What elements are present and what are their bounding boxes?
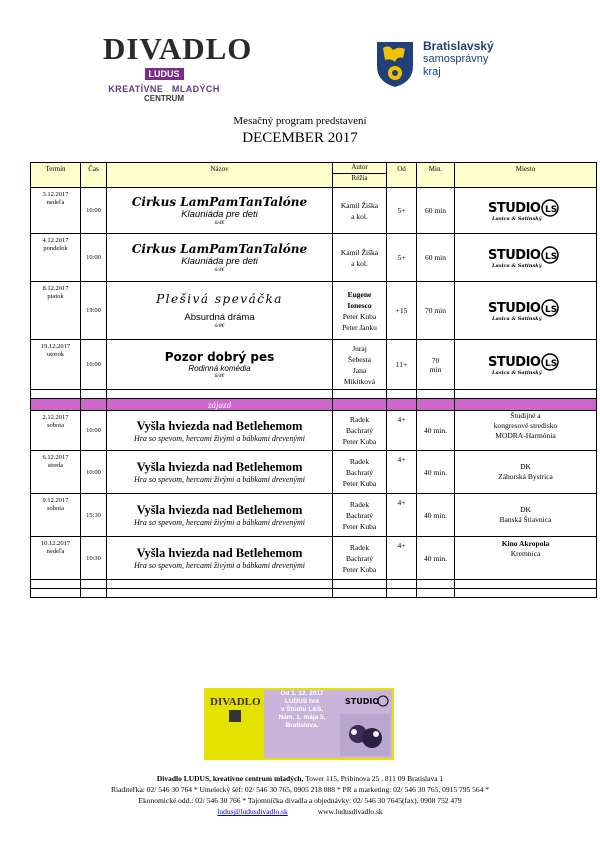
cell-date: 2.12.2017 sobota bbox=[31, 411, 81, 451]
svg-text:STUDIO: STUDIO bbox=[345, 697, 380, 706]
web-link[interactable]: www.ludusdivadlo.sk bbox=[317, 807, 383, 816]
program-table bbox=[30, 162, 597, 598]
cell-date: 6.12.2017 streda bbox=[31, 451, 81, 494]
cell-title bbox=[107, 494, 333, 537]
cell-age: 11+ bbox=[387, 340, 417, 390]
zajazd-label: zájazd bbox=[107, 399, 333, 411]
svg-text:LS: LS bbox=[544, 304, 557, 315]
banner-panel bbox=[264, 690, 392, 758]
show-genre: Klauniáda pre deti bbox=[181, 209, 258, 220]
cell-title bbox=[107, 340, 333, 390]
show-title: Pozor dobrý pes bbox=[164, 350, 275, 364]
show-price: 6/8€ bbox=[214, 323, 225, 329]
cell-date: 9.12.2017 sobota bbox=[31, 494, 81, 537]
show-genre: Hra so spevom, hercami živými a bábkami drevenými bbox=[134, 518, 305, 527]
header-od: Od bbox=[387, 163, 417, 188]
show-price: 6/4€ bbox=[214, 220, 225, 226]
table-row bbox=[31, 494, 597, 537]
cell-length: 60 min bbox=[417, 234, 455, 282]
bsk-line1: Bratislavský bbox=[423, 39, 494, 53]
cell-author: Juraj Šebesta Jana Mikitková bbox=[333, 340, 387, 390]
svg-text:Lasica & Satinský: Lasica & Satinský bbox=[491, 315, 542, 321]
cell-length: 40 min. bbox=[417, 537, 455, 580]
page-subtitle: Mesačný program predstavení bbox=[233, 115, 367, 127]
header-miesto: Miesto bbox=[455, 163, 597, 188]
show-title: Cirkus LamPamTanTalóne bbox=[131, 195, 308, 209]
studio-ls-logo bbox=[486, 199, 566, 221]
cell-venue: DK Záhorská Bystrica bbox=[455, 451, 597, 494]
spacer-row bbox=[31, 580, 597, 589]
cell-title bbox=[107, 188, 333, 234]
studio-ls-logo bbox=[486, 246, 566, 268]
cell-length: 70 min bbox=[417, 282, 455, 340]
show-price: 6/4€ bbox=[214, 373, 225, 379]
cell-time: 10:00 bbox=[81, 451, 107, 494]
cell-author: Radek Bachratý Peter Kuba bbox=[333, 451, 387, 494]
bsk-logo bbox=[375, 40, 535, 90]
cell-date: 19.12.2017 utorok bbox=[31, 340, 81, 390]
cell-length: 40 min. bbox=[417, 411, 455, 451]
cell-time: 10:00 bbox=[81, 340, 107, 390]
cell-age: 4+ bbox=[387, 494, 417, 537]
table-row bbox=[31, 537, 597, 580]
promo-banner bbox=[204, 688, 394, 760]
table-header-row bbox=[31, 163, 597, 188]
show-genre: Rodinná komédia bbox=[188, 364, 251, 373]
show-genre: Absurdná dráma bbox=[184, 312, 255, 323]
cell-venue bbox=[455, 188, 597, 234]
show-title: Plešivá speváčka bbox=[156, 292, 283, 306]
cell-author: Radek Bachratý Peter Kuba bbox=[333, 494, 387, 537]
show-genre: Hra so spevom, hercami živými a bábkami drevenými bbox=[134, 475, 305, 484]
header-cas: Čas bbox=[81, 163, 107, 188]
header-termin: Termín bbox=[31, 163, 81, 188]
bsk-line3: kraj bbox=[423, 66, 441, 78]
svg-text:Lasica & Satinský: Lasica & Satinský bbox=[491, 262, 542, 268]
logo-ludus: LUDUS bbox=[145, 68, 184, 80]
cell-date: 3.12.2017 nedeľa bbox=[31, 188, 81, 234]
show-title: Vyšla hviezda nad Betlehemom bbox=[136, 503, 303, 517]
cell-date: 10.12.2017 nedeľa bbox=[31, 537, 81, 580]
cell-time: 19:00 bbox=[81, 282, 107, 340]
studio-ls-logo bbox=[486, 299, 566, 321]
show-title: Vyšla hviezda nad Betlehemom bbox=[136, 460, 303, 474]
cell-author: Eugene Ionesco Peter Kuba Peter Janku bbox=[333, 282, 387, 340]
table-row bbox=[31, 340, 597, 390]
svg-text:STUDIO: STUDIO bbox=[487, 300, 540, 316]
table-row bbox=[31, 282, 597, 340]
banner-logo: DIVADLO bbox=[210, 696, 260, 724]
footer-phones-2: Ekonomické odd.: 02/ 546 30 766 * Tajomníčka divadla a objednávky: 02/ 546 30 7645(fax), 0908 752 479 bbox=[138, 796, 462, 805]
table-row bbox=[31, 188, 597, 234]
show-genre: Klauniáda pre deti bbox=[181, 256, 258, 267]
bsk-line2: samosprávny bbox=[423, 53, 489, 65]
svg-text:STUDIO: STUDIO bbox=[487, 247, 540, 263]
cell-venue bbox=[455, 340, 597, 390]
cell-time: 10:00 bbox=[81, 411, 107, 451]
header-nazov: Názov bbox=[107, 163, 333, 188]
studio-ls-logo bbox=[486, 353, 566, 375]
svg-text:Lasica & Satinský: Lasica & Satinský bbox=[491, 215, 542, 221]
cell-length: 70 min bbox=[417, 340, 455, 390]
cell-author: Kamil Žiška a kol. bbox=[333, 188, 387, 234]
cell-time: 15:30 bbox=[81, 494, 107, 537]
footer-address: Divadlo LUDUS, kreatívne centrum mladých, Tower 115, Pribinova 25 , 811 09 Bratislava 1 bbox=[156, 774, 444, 783]
banner-text: Od 1. 12. 2017 LUDUS hrá v Štúdiu L&S, Nám. 1. mája 5, Bratislava. bbox=[278, 690, 326, 729]
cell-venue: Kino Akropola Kremnica bbox=[455, 537, 597, 580]
page-title: DECEMBER 2017 bbox=[242, 130, 358, 146]
cell-length: 40 min. bbox=[417, 451, 455, 494]
cell-title bbox=[107, 411, 333, 451]
svg-text:Lasica & Satinský: Lasica & Satinský bbox=[491, 369, 542, 375]
cell-title bbox=[107, 282, 333, 340]
footer-contacts bbox=[0, 806, 600, 817]
cell-title bbox=[107, 451, 333, 494]
cell-time: 10:00 bbox=[81, 188, 107, 234]
cell-venue: DK Banská Štiavnica bbox=[455, 494, 597, 537]
table-row bbox=[31, 411, 597, 451]
cell-title bbox=[107, 537, 333, 580]
cell-author: Radek Bachratý Peter Kuba bbox=[333, 411, 387, 451]
cell-date: 4.12.2017 pondelok bbox=[31, 234, 81, 282]
cell-age: 4+ bbox=[387, 411, 417, 451]
cell-time: 10:00 bbox=[81, 234, 107, 282]
spacer-row bbox=[31, 390, 597, 399]
header-autor-rezia: Autor Réžia bbox=[333, 163, 387, 188]
zajazd-row bbox=[31, 399, 597, 411]
cell-author: Kamil Žiška a kol. bbox=[333, 234, 387, 282]
svg-text:LS: LS bbox=[544, 251, 557, 262]
show-price: 6/4€ bbox=[214, 267, 225, 273]
cell-venue: Študijné a kongresové stredisko MODRA-Harmónia bbox=[455, 411, 597, 451]
cell-age: 5+ bbox=[387, 188, 417, 234]
cell-age: +15 bbox=[387, 282, 417, 340]
banner-studio-logo bbox=[344, 694, 390, 708]
cell-author: Radek Bachratý Peter Kuba bbox=[333, 537, 387, 580]
spacer-row bbox=[31, 589, 597, 598]
cell-age: 4+ bbox=[387, 451, 417, 494]
cell-time: 10:30 bbox=[81, 537, 107, 580]
ludus-logo bbox=[103, 31, 253, 103]
cell-length: 40 min. bbox=[417, 494, 455, 537]
show-title: Vyšla hviezda nad Betlehemom bbox=[136, 418, 303, 433]
footer-phones: Riaditeľka: 02/ 546 30 764 * Umelecký šéf: 02/ 546 30 765, 0905 218 088 * PR a marketing: 02/ 546 30 765, 0915 795 564 * bbox=[110, 785, 489, 794]
bsk-text bbox=[423, 40, 494, 79]
logo-centrum: CENTRUM bbox=[144, 94, 184, 103]
logo-word: DIVADLO bbox=[103, 31, 253, 66]
cell-venue bbox=[455, 282, 597, 340]
show-title: Cirkus LamPamTanTalóne bbox=[131, 242, 308, 256]
cell-age: 4+ bbox=[387, 537, 417, 580]
cell-length: 60 min bbox=[417, 188, 455, 234]
header-min: Min. bbox=[417, 163, 455, 188]
svg-text:STUDIO: STUDIO bbox=[487, 354, 540, 370]
show-genre: Hra so spevom, hercami živými a bábkami drevenými bbox=[134, 561, 305, 570]
show-genre: Hra so spevom, hercami živými a bábkami drevenými bbox=[134, 433, 305, 443]
cell-venue bbox=[455, 234, 597, 282]
table-row bbox=[31, 451, 597, 494]
cell-title bbox=[107, 234, 333, 282]
email-link[interactable]: ludus@ludusdivadlo.sk bbox=[217, 807, 288, 816]
banner-photo bbox=[340, 714, 390, 756]
svg-text:LS: LS bbox=[544, 204, 557, 215]
cell-date: 8.12.2017 piatok bbox=[31, 282, 81, 340]
table-row bbox=[31, 234, 597, 282]
svg-text:STUDIO: STUDIO bbox=[487, 200, 540, 216]
logo-kreativne-line: KREATÍVNE MLADÝCH bbox=[108, 84, 220, 94]
bsk-shield-icon bbox=[375, 40, 415, 88]
svg-text:LS: LS bbox=[544, 358, 557, 369]
show-title: Vyšla hviezda nad Betlehemom bbox=[136, 546, 303, 560]
cell-age: 5+ bbox=[387, 234, 417, 282]
